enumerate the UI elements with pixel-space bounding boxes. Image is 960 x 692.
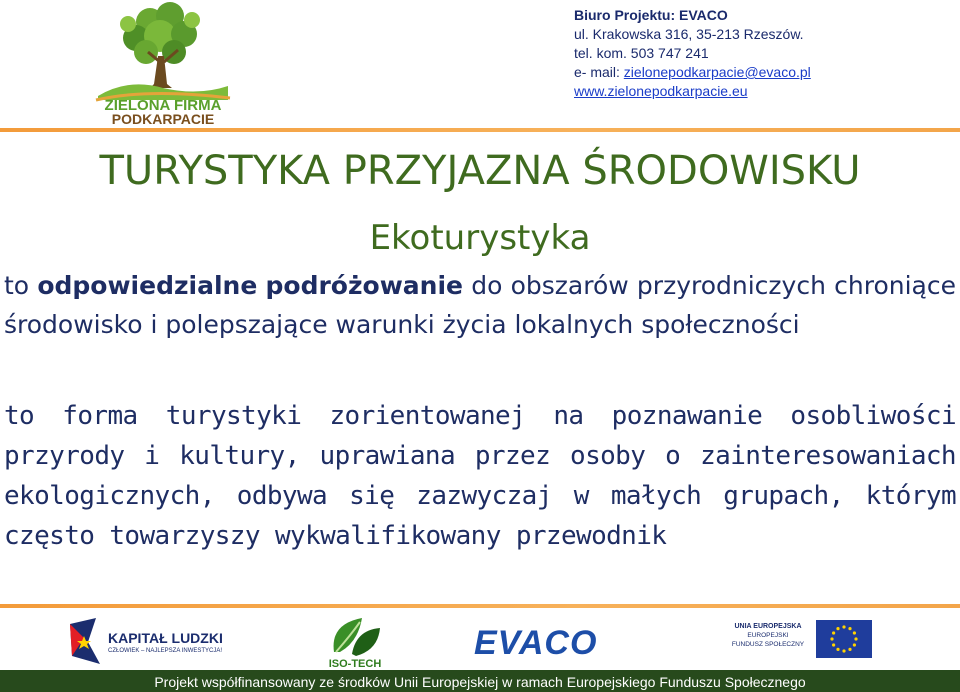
website-link[interactable]: www.zielonepodkarpacie.eu — [574, 83, 748, 99]
iso-tech-logo — [322, 612, 388, 672]
description-paragraph: to forma turystyki zorientowanej na poznawanie osobliwości przyrody i kultury, uprawiana przez osoby o zainteresowaniach ekologicznych, odbywa się zazwyczaj w małych grupach, którym często towarzyszy wykwalifikowany przewodnik — [4, 401, 956, 551]
section-subtitle: Ekoturystyka — [369, 218, 591, 258]
iso-tech-label: ISO-TECH — [328, 658, 382, 670]
bottom-divider — [0, 604, 960, 608]
email-label: e- mail: — [574, 64, 624, 80]
para1-bold-b: podróżowanie — [265, 271, 464, 300]
kapital-ludzki-icon — [66, 616, 102, 666]
address: ul. Krakowska 316, 35-213 Rzeszów. — [574, 26, 804, 42]
kapital-ludzki-subtitle: CZŁOWIEK – NAJLEPSZA INWESTYCJA! — [108, 648, 223, 654]
eu-line2: EUROPEJSKI — [747, 632, 789, 639]
eu-text — [726, 622, 810, 649]
para1-text-a: to — [4, 271, 38, 300]
para1-text-c: do obszarów przyrodniczych chroniące środowisko i polepszające warunki życia lokalnych społeczności — [4, 271, 956, 339]
page-title: TURYSTYKA PRZYJAZNA ŚRODOWISKU — [99, 148, 861, 194]
evaco-logo: EVACO — [474, 624, 598, 662]
tree-logo-icon — [88, 0, 238, 128]
eu-logo — [726, 618, 872, 664]
definition-paragraph — [4, 266, 956, 344]
email-link[interactable]: zielonepodkarpacie@evaco.pl — [623, 64, 811, 80]
phone: tel. kom. 503 747 241 — [574, 45, 709, 61]
logo-line1: ZIELONA FIRMA — [104, 97, 222, 114]
zielona-firma-logo — [88, 0, 238, 128]
para1-bold-a: odpowiedzialne — [37, 271, 258, 300]
top-divider — [0, 128, 960, 132]
eu-line1: UNIA EUROPEJSKA — [734, 623, 802, 630]
eu-line3: FUNDUSZ SPOŁECZNY — [731, 641, 805, 648]
para1-text-b — [257, 271, 265, 300]
office-name: Biuro Projektu: EVACO — [574, 7, 728, 23]
leaf-icon — [322, 612, 388, 660]
email-line — [574, 63, 811, 82]
eu-flag-icon — [816, 620, 872, 658]
contact-block — [574, 6, 811, 101]
funding-note: Projekt współfinansowany ze środków Unii Europejskiej w ramach Europejskiego Funduszu Społecznego — [154, 674, 806, 690]
logo-line2: PODKARPACIE — [111, 111, 215, 127]
kapital-ludzki-title: KAPITAŁ LUDZKI — [108, 630, 223, 646]
kapital-ludzki-logo — [66, 616, 226, 666]
